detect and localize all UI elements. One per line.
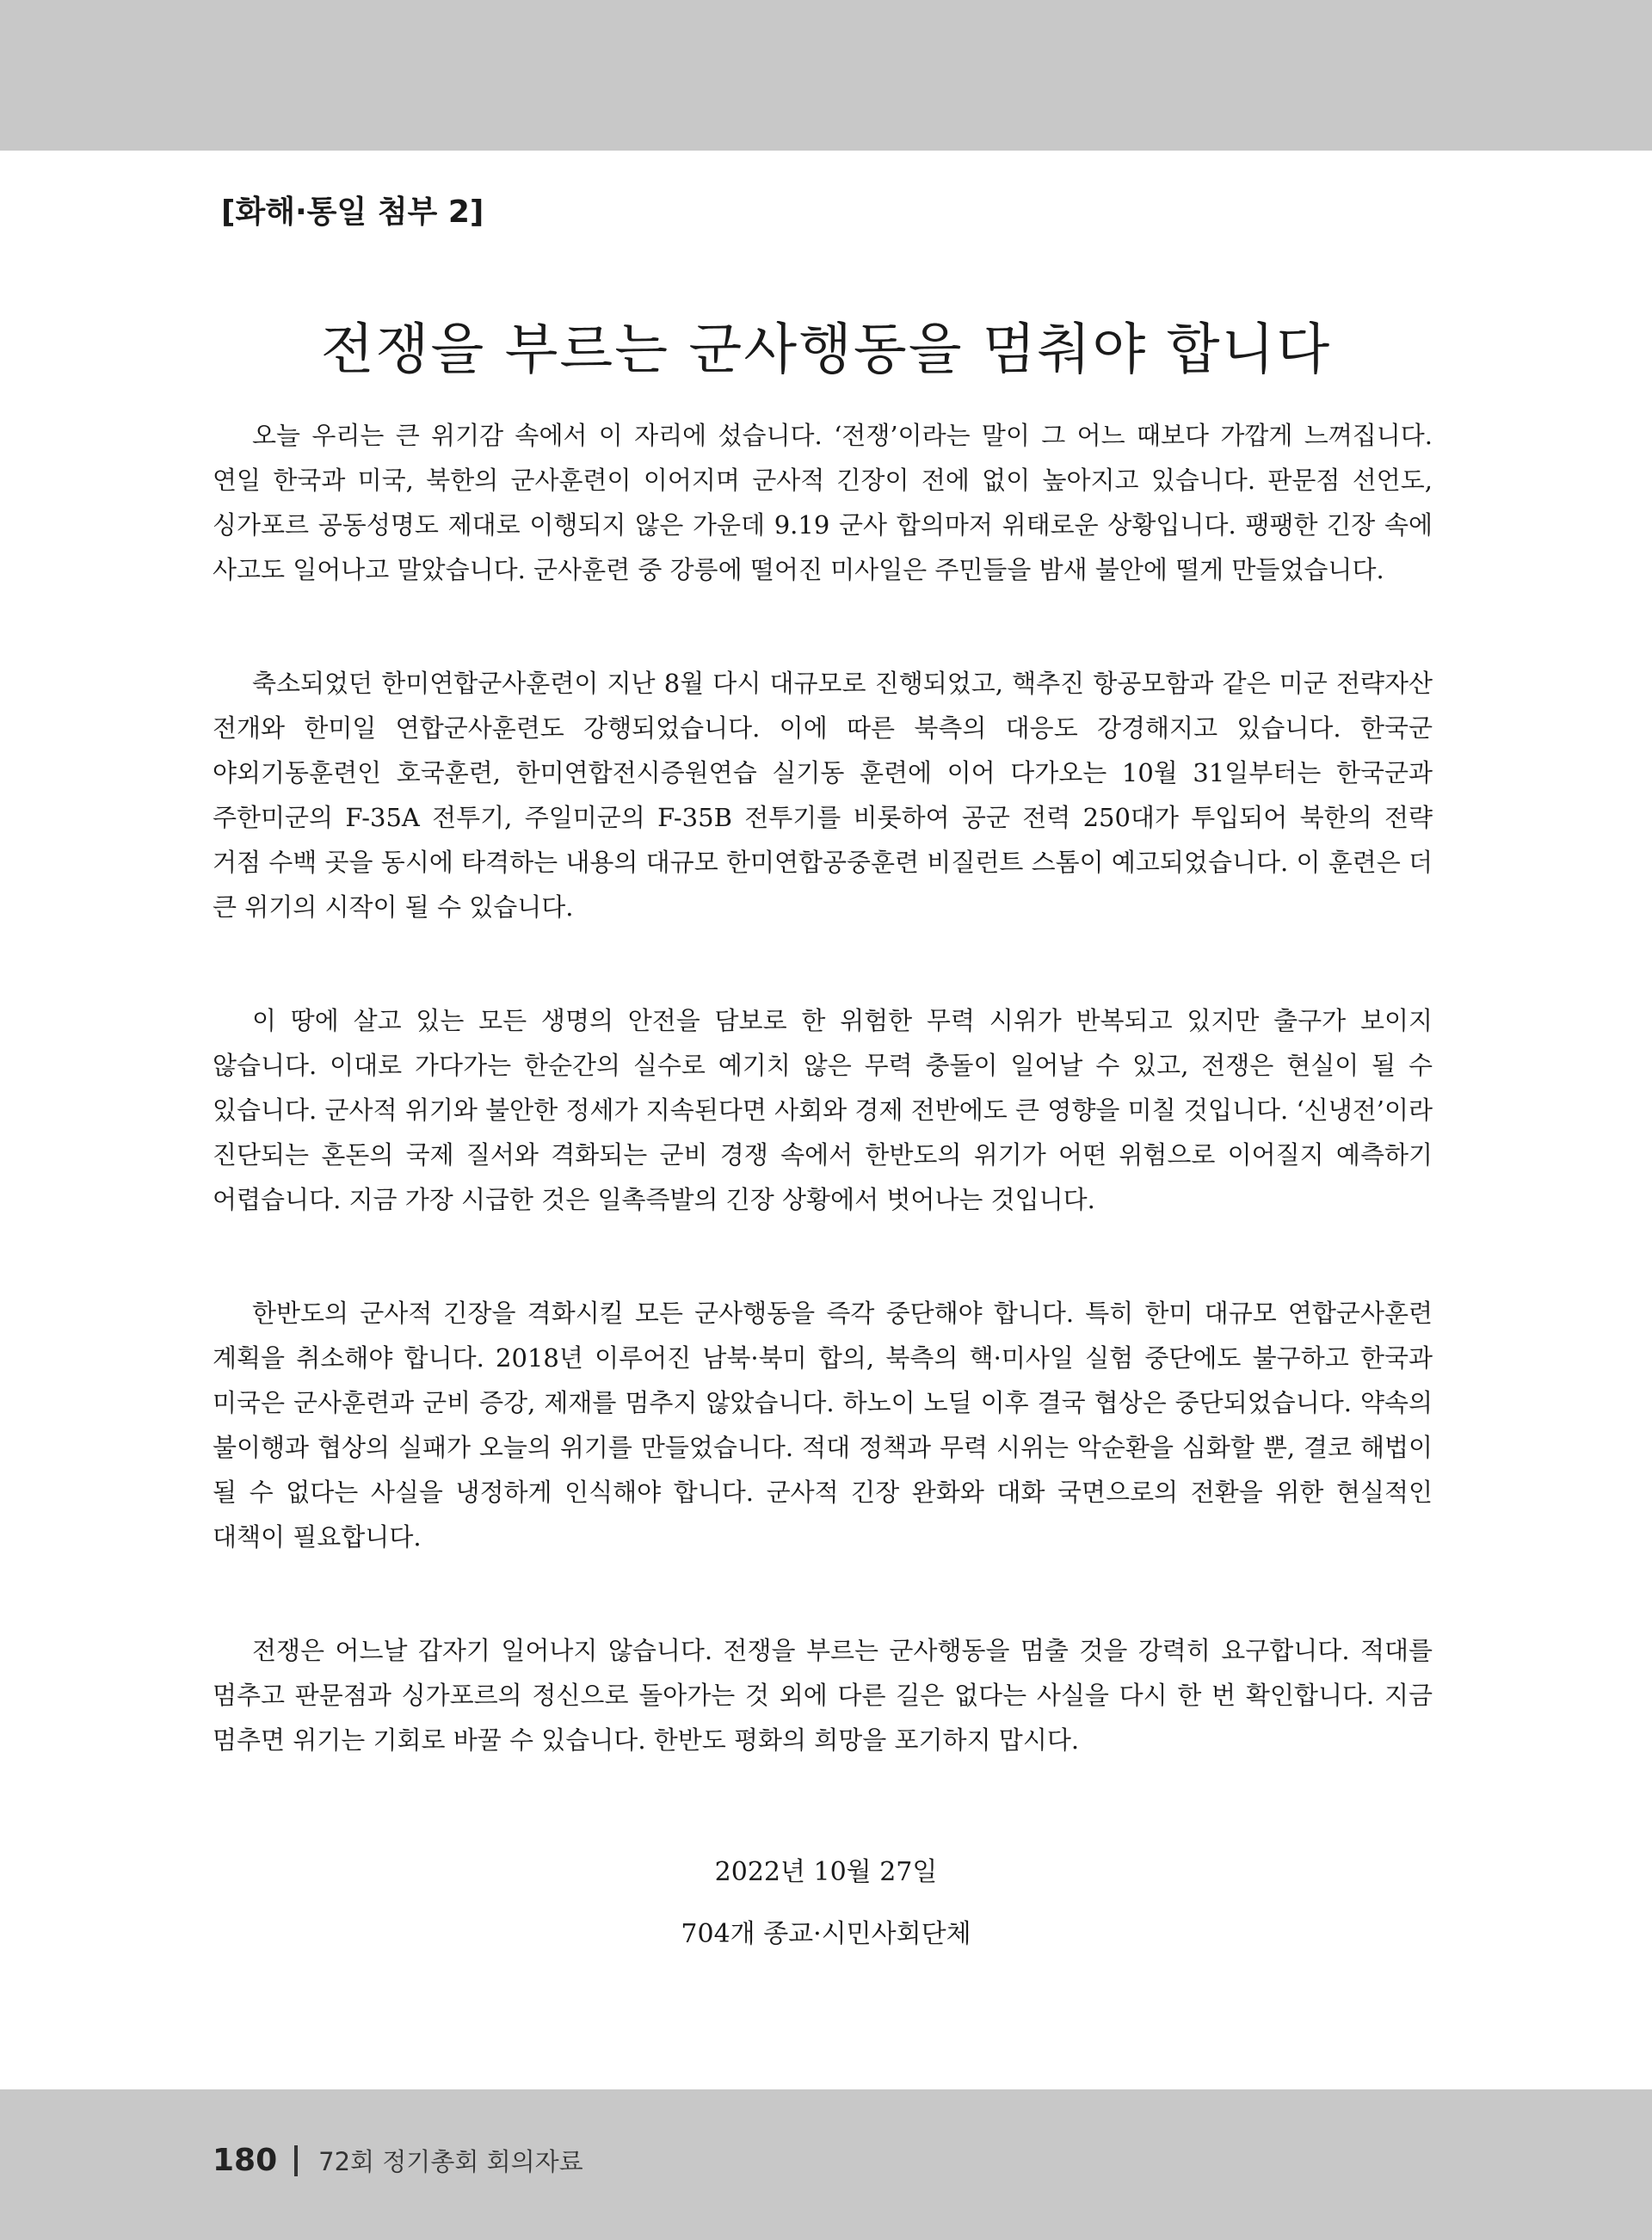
paragraph-1: 오늘 우리는 큰 위기감 속에서 이 자리에 섰습니다. ‘전쟁’이라는 말이 그 어느 때보다 가깝게 느껴집니다. 연일 한국과 미국, 북한의 군사훈련이 이어지며 군사적 긴장이 전에 없이 높아지고 있습니다. 판문점 선언도, 싱가포르 공동성명도 제대로 이행되지 않은 가운데 9.19 군사 합의마저 위태로운 상황입니다. 팽팽한 긴장 속에 사고도 일어나고 말았습니다. 군사훈련 중 강릉에 떨어진 미사일은 주민들을 밤새 불안에 떨게 만들었습니다. <box>213 421 1433 584</box>
section-tag: [화해·통일 첨부 2] <box>221 194 484 230</box>
paragraph-2: 축소되었던 한미연합군사훈련이 지난 8월 다시 대규모로 진행되었고, 핵추진 항공모함과 같은 미군 전략자산 전개와 한미일 연합군사훈련도 강행되었습니다. 이에 따른 북측의 대응도 강경해지고 있습니다. 한국군 야외기동훈련인 호국훈련, 한미연합전시증원연습 실기동 훈련에 이어 다가오는 10월 31일부터는 한국군과 주한미군의 F-35A 전투기, 주일미군의 F-35B 전투기를 비롯하여 공군 전력 250대가 투입되어 북한의 전략 거점 수백 곳을 동시에 타격하는 내용의 대규모 한미연합공중훈련 비질런트 스톰이 예고되었습니다. 이 훈련은 더 큰 위기의 시작이 될 수 있습니다. <box>213 669 1433 922</box>
document-title: 전쟁을 부르는 군사행동을 멈춰야 합니다 <box>320 318 1332 382</box>
page-number: 180 <box>213 2143 278 2178</box>
footer-divider <box>294 2145 298 2176</box>
paragraph-3: 이 땅에 살고 있는 모든 생명의 안전을 담보로 한 위험한 무력 시위가 반복되고 있지만 출구가 보이지 않습니다. 이대로 가다가는 한순간의 실수로 예기치 않은 무력 충돌이 일어날 수 있고, 전쟁은 현실이 될 수 있습니다. 군사적 위기와 불안한 정세가 지속된다면 사회와 경제 전반에도 큰 영향을 미칠 것입니다. ‘신냉전’이라 진단되는 혼돈의 국제 질서와 격화되는 군비 경쟁 속에서 한반도의 위기가 어떤 위험으로 이어질지 예측하기 어렵습니다. 지금 가장 시급한 것은 일촉즉발의 긴장 상황에서 벗어나는 것입니다. <box>213 1006 1433 1214</box>
top-band <box>0 0 1652 151</box>
signatory: 704개 종교·시민사회단체 <box>681 1919 971 1949</box>
paragraph-4: 한반도의 군사적 긴장을 격화시킬 모든 군사행동을 즉각 중단해야 합니다. 특히 한미 대규모 연합군사훈련 계획을 취소해야 합니다. 2018년 이루어진 남북·북미 합의, 북측의 핵·미사일 실험 중단에도 불구하고 한국과 미국은 군사훈련과 군비 증강, 제재를 멈추지 않았습니다. 하노이 노딜 이후 결국 협상은 중단되었습니다. 약속의 불이행과 협상의 실패가 오늘의 위기를 만들었습니다. 적대 정책과 무력 시위는 악순환을 심화할 뿐, 결코 해법이 될 수 없다는 사실을 냉정하게 인식해야 합니다. 군사적 긴장 완화와 대화 국면으로의 전환을 위한 현실적인 대책이 필요합니다. <box>213 1299 1433 1552</box>
paragraph-5: 전쟁은 어느날 갑자기 일어나지 않습니다. 전쟁을 부르는 군사행동을 멈출 것을 강력히 요구합니다. 적대를 멈추고 판문점과 싱가포르의 정신으로 돌아가는 것 외에 다른 길은 없다는 사실을 다시 한 번 확인합니다. 지금 멈추면 위기는 기회로 바꿀 수 있습니다. 한반도 평화의 희망을 포기하지 맙시다. <box>213 1636 1433 1755</box>
document-body <box>213 413 1433 1762</box>
page-footer <box>213 2143 583 2178</box>
signature-date: 2022년 10월 27일 <box>714 1857 938 1887</box>
publication-title: 72회 정기총회 회의자료 <box>318 2147 583 2176</box>
